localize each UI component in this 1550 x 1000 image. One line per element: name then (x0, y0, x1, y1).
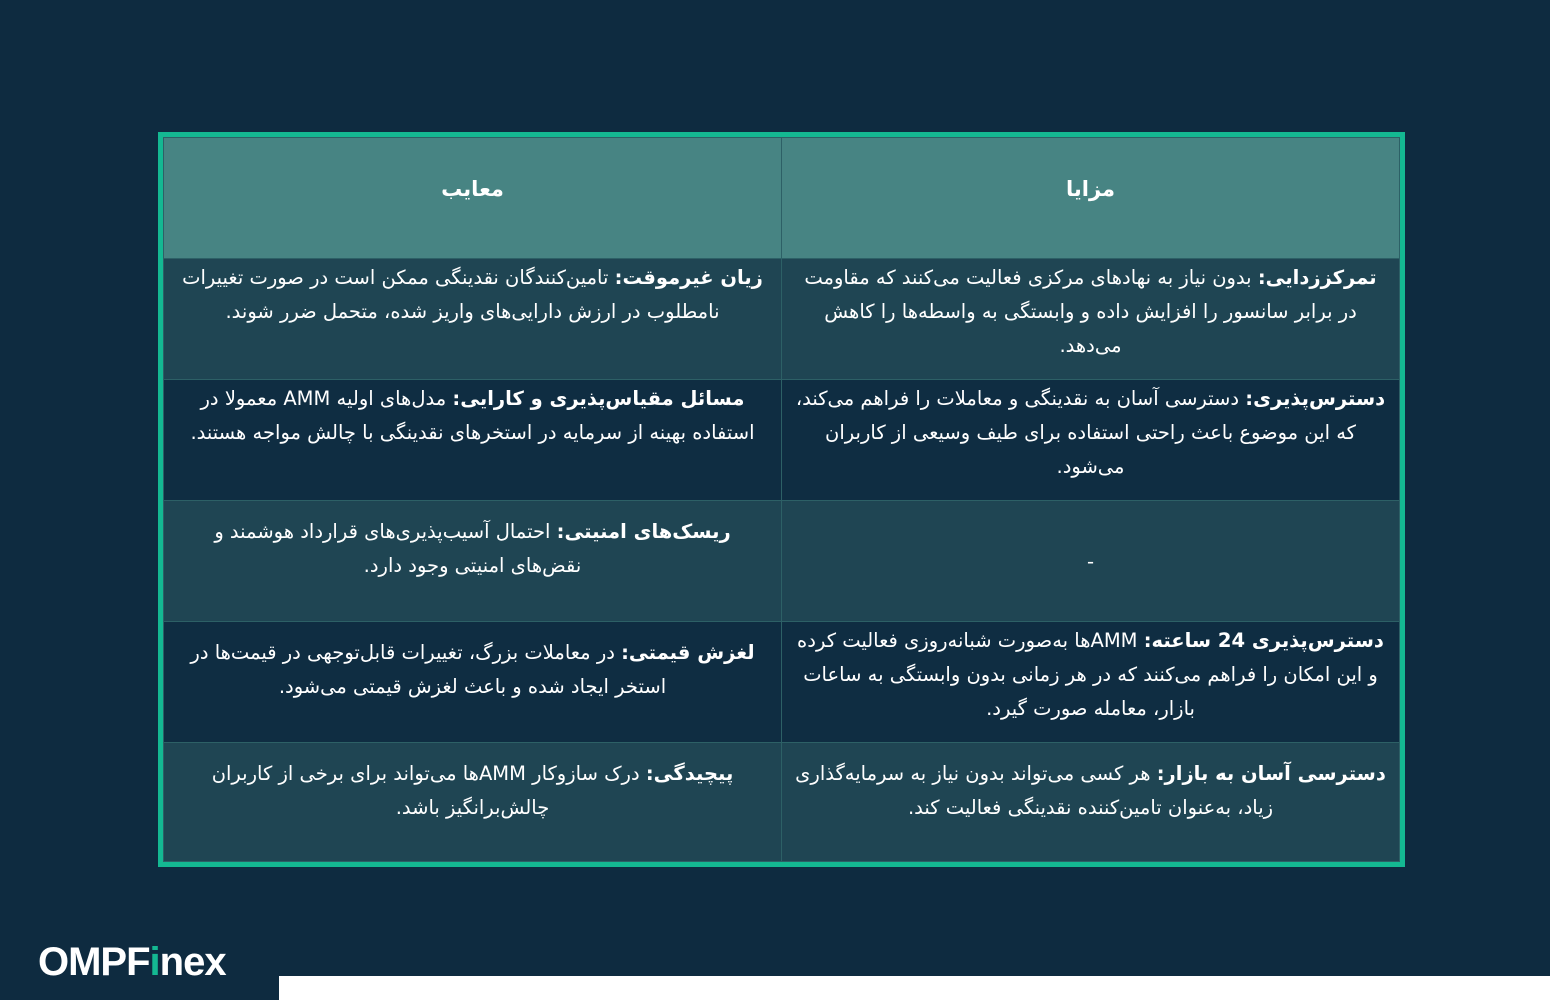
pro-text: بدون نیاز به نهادهای مرکزی فعالیت می‌کنند که مقاومت در برابر سانسور را افزایش داده و وابستگی به واسطه‌ها را کاهش می‌دهد. (804, 266, 1357, 357)
pro-title: دسترس‌پذیری 24 ساعته: (1143, 629, 1384, 652)
pro-cell (782, 259, 1400, 380)
bottom-white-bar (279, 976, 1550, 1000)
logo-main: OMPF (38, 940, 150, 984)
con-title: ریسک‌های امنیتی: (556, 520, 731, 543)
con-title: پیچیدگی: (645, 762, 734, 785)
pro-text: دسترسی آسان به نقدینگی و معاملات را فراهم می‌کند، که این موضوع باعث راحتی استفاده برای طیف وسیعی از کاربران می‌شود. (795, 387, 1356, 478)
logo-tail: nex (159, 940, 226, 984)
con-title: مسائل مقیاس‌پذیری و کارایی: (452, 387, 745, 410)
pro-cell (782, 501, 1400, 622)
pro-title: دسترسی آسان به بازار: (1156, 762, 1386, 785)
pro-cell (782, 743, 1400, 862)
pro-text: هر کسی می‌تواند بدون نیاز به سرمایه‌گذاری زیاد، به‌عنوان تامین‌کننده نقدینگی فعالیت کند. (795, 762, 1274, 819)
table-row (164, 259, 1400, 380)
con-cell (164, 501, 782, 622)
pro-title: دسترس‌پذیری: (1245, 387, 1386, 410)
con-cell (164, 622, 782, 743)
pro-cell (782, 622, 1400, 743)
table-header-row (164, 138, 1400, 259)
table-row (164, 380, 1400, 501)
con-text: درک سازوکار AMMها می‌تواند برای برخی از کاربران چالش‌برانگیز باشد. (211, 762, 646, 819)
table-row (164, 501, 1400, 622)
con-cell (164, 380, 782, 501)
con-title: زیان غیرموقت: (614, 266, 763, 289)
brand-logo (38, 940, 226, 985)
pros-cons-table (163, 137, 1400, 862)
con-text: احتمال آسیب‌پذیری‌های قرارداد هوشمند و نقض‌های امنیتی وجود دارد. (214, 520, 582, 577)
pro-title: تمرکززدایی: (1257, 266, 1377, 289)
pro-text: AMMها به‌صورت شبانه‌روزی فعالیت کرده و این امکان را فراهم می‌کنند که در هر زمانی بدون وابستگی به ساعات بازار، معامله صورت گیرد. (797, 629, 1378, 720)
header-pros: مزایا (782, 138, 1400, 259)
pro-cell (782, 380, 1400, 501)
con-text: در معاملات بزرگ، تغییرات قابل‌توجهی در قیمت‌ها در استخر ایجاد شده و باعث لغزش قیمتی می‌شود. (190, 641, 667, 698)
con-cell (164, 743, 782, 862)
table-row (164, 743, 1400, 862)
logo-accent-letter: i (149, 940, 160, 984)
header-cons: معایب (164, 138, 782, 259)
con-title: لغزش قیمتی: (621, 641, 755, 664)
con-cell (164, 259, 782, 380)
con-text: مدل‌های اولیه AMM معمولا در استفاده بهینه از سرمایه در استخرهای نقدینگی با چالش مواجه هستند. (190, 387, 755, 444)
pro-text: - (1086, 550, 1095, 573)
comparison-table-frame (158, 132, 1405, 867)
table-row (164, 622, 1400, 743)
con-text: تامین‌کنندگان نقدینگی ممکن است در صورت تغییرات نامطلوب در ارزش دارایی‌های واریز شده، متحمل ضرر شوند. (182, 266, 720, 323)
